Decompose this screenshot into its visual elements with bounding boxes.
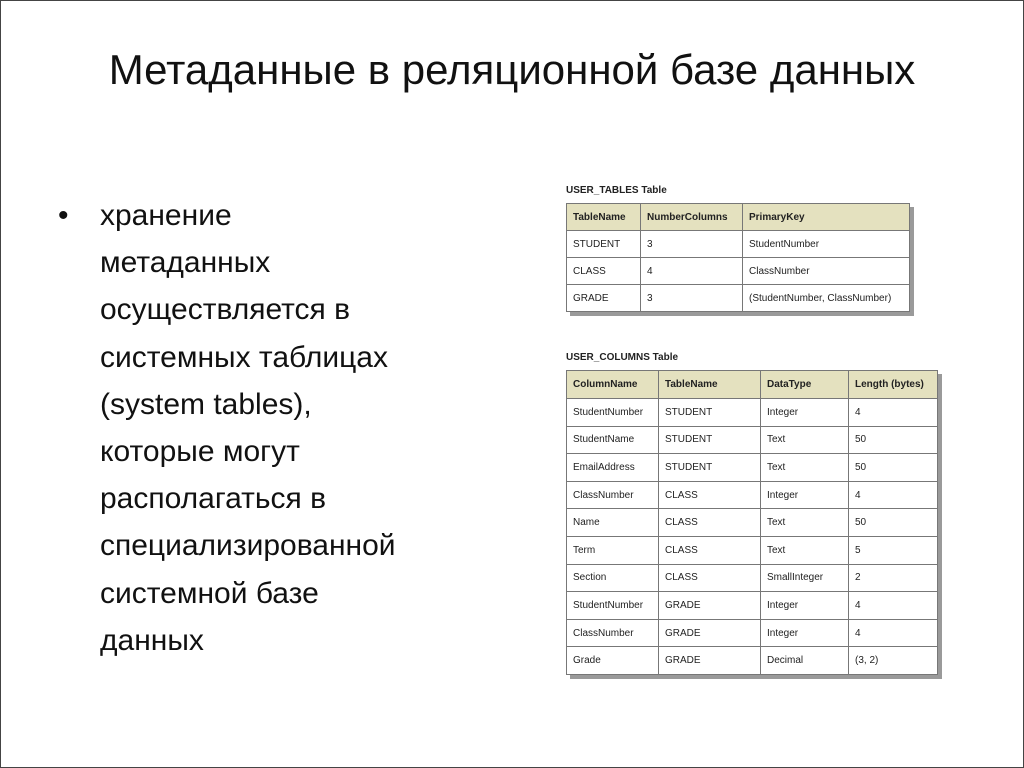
table-cell: StudentName xyxy=(567,426,659,454)
table-cell: (3, 2) xyxy=(849,647,938,675)
bullet-marker: • xyxy=(58,199,69,232)
column-header: DataType xyxy=(761,371,849,399)
table-row xyxy=(567,647,938,675)
table-cell: Term xyxy=(567,536,659,564)
table-cell: GRADE xyxy=(659,647,761,675)
table-cell: Integer xyxy=(761,592,849,620)
user-tables-table xyxy=(566,203,910,312)
bullet-item xyxy=(58,192,500,664)
table-cell: Text xyxy=(761,454,849,482)
table-cell: 4 xyxy=(849,619,938,647)
table-cell: (StudentNumber, ClassNumber) xyxy=(743,285,910,312)
table-row xyxy=(567,426,938,454)
table-cell: Text xyxy=(761,426,849,454)
table-cell: 4 xyxy=(641,258,743,285)
table-cell: STUDENT xyxy=(659,399,761,427)
table-cell: StudentNumber xyxy=(567,399,659,427)
table-cell: Decimal xyxy=(761,647,849,675)
column-header: NumberColumns xyxy=(641,204,743,231)
column-header: TableName xyxy=(567,204,641,231)
table-row xyxy=(567,399,938,427)
table-cell: Integer xyxy=(761,399,849,427)
table-cell: 2 xyxy=(849,564,938,592)
table-cell: CLASS xyxy=(659,481,761,509)
table-cell: ClassNumber xyxy=(567,619,659,647)
table-cell: 50 xyxy=(849,426,938,454)
table-header-row xyxy=(567,371,938,399)
user-columns-caption: USER_COLUMNS Table xyxy=(566,352,679,363)
table-row xyxy=(567,285,910,312)
table-row xyxy=(567,564,938,592)
table-cell: ClassNumber xyxy=(743,258,910,285)
table-cell: 50 xyxy=(849,454,938,482)
bullet-text: хранение метаданных осуществляется в системных таблицах (system tables), которые могут располагаться в специализированной системной базе данных xyxy=(100,199,396,657)
table-cell: CLASS xyxy=(659,564,761,592)
table-cell: CLASS xyxy=(567,258,641,285)
table-cell: 4 xyxy=(849,399,938,427)
table-row xyxy=(567,481,938,509)
table-cell: Name xyxy=(567,509,659,537)
table-cell: CLASS xyxy=(659,509,761,537)
user-columns-table xyxy=(566,370,938,675)
table-cell: 50 xyxy=(849,509,938,537)
table-cell: 5 xyxy=(849,536,938,564)
table-cell: Text xyxy=(761,536,849,564)
table-cell: STUDENT xyxy=(567,231,641,258)
column-header: PrimaryKey xyxy=(743,204,910,231)
table-cell: StudentNumber xyxy=(567,592,659,620)
slide-title: Метаданные в реляционной базе данных xyxy=(108,46,916,93)
table-cell: 4 xyxy=(849,592,938,620)
table-cell: GRADE xyxy=(659,619,761,647)
table-cell: EmailAddress xyxy=(567,454,659,482)
user-tables-caption: USER_TABLES Table xyxy=(566,185,667,196)
table-row xyxy=(567,619,938,647)
table-cell: CLASS xyxy=(659,536,761,564)
table-row xyxy=(567,258,910,285)
table-cell: Text xyxy=(761,509,849,537)
table-cell: ClassNumber xyxy=(567,481,659,509)
table-cell: Integer xyxy=(761,619,849,647)
table-cell: 4 xyxy=(849,481,938,509)
table-row xyxy=(567,454,938,482)
table-row xyxy=(567,231,910,258)
column-header: TableName xyxy=(659,371,761,399)
table-cell: GRADE xyxy=(567,285,641,312)
table-header-row xyxy=(567,204,910,231)
column-header: ColumnName xyxy=(567,371,659,399)
table-cell: SmallInteger xyxy=(761,564,849,592)
table-row xyxy=(567,536,938,564)
table-cell: Section xyxy=(567,564,659,592)
table-row xyxy=(567,509,938,537)
table-cell: Grade xyxy=(567,647,659,675)
table-row xyxy=(567,592,938,620)
table-cell: 3 xyxy=(641,231,743,258)
table-cell: Integer xyxy=(761,481,849,509)
table-cell: STUDENT xyxy=(659,426,761,454)
table-cell: GRADE xyxy=(659,592,761,620)
table-cell: StudentNumber xyxy=(743,231,910,258)
table-cell: STUDENT xyxy=(659,454,761,482)
column-header: Length (bytes) xyxy=(849,371,938,399)
table-cell: 3 xyxy=(641,285,743,312)
